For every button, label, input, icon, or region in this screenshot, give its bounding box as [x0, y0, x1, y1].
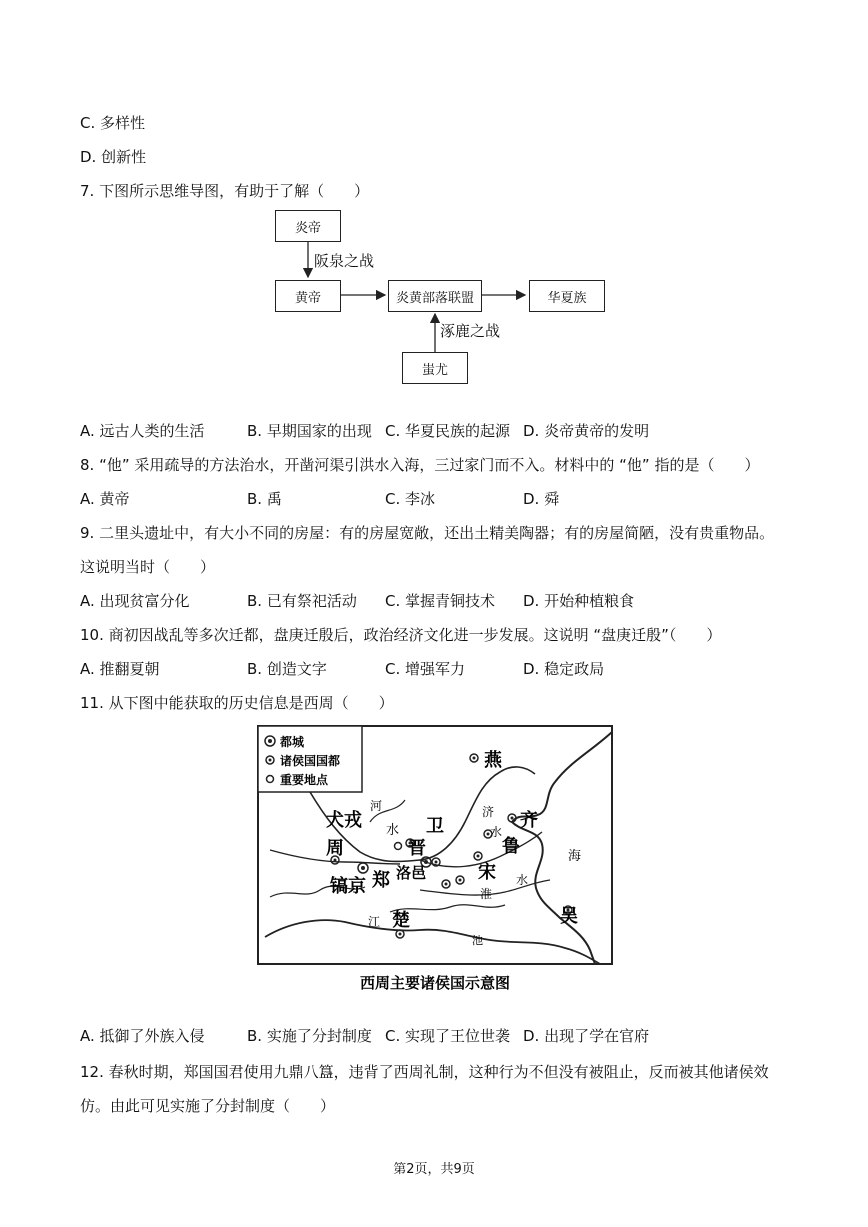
q10-option-b: B. 创造文字: [247, 660, 327, 678]
label-qi: 齐: [520, 810, 538, 831]
label-shui3: 水: [516, 873, 529, 887]
label-chu: 楚: [392, 910, 410, 931]
label-luoyi: 洛邑: [396, 864, 427, 882]
label-wei: 卫: [426, 816, 444, 837]
box-huaxia: 华夏族: [529, 280, 605, 312]
label-ji: 济: [482, 805, 495, 819]
option-d-innovation: D. 创新性: [80, 148, 147, 166]
q7-option-c: C. 华夏民族的起源: [385, 422, 511, 440]
q8-option-a: A. 黄帝: [80, 490, 130, 508]
legend-capital: 都城: [280, 735, 305, 749]
question-9-line-2: 这说明当时（ ）: [80, 558, 216, 576]
legend-site: 重要地点: [280, 773, 329, 787]
label-haojing: 镐京: [330, 876, 366, 897]
label-lu: 鲁: [502, 836, 520, 857]
q10-option-d: D. 稳定政局: [523, 660, 605, 678]
q8-option-c: C. 李冰: [385, 490, 436, 508]
q11-option-b: B. 实施了分封制度: [247, 1027, 372, 1045]
legend-vassal: 诸侯国国都: [280, 754, 341, 768]
q9-option-c: C. 掌握青铜技术: [385, 592, 496, 610]
label-huai: 淮: [480, 887, 493, 901]
label-yan: 燕: [484, 750, 502, 771]
map-caption: 西周主要诸侯国示意图: [359, 974, 511, 992]
label-wu: 吴: [560, 906, 578, 927]
q9-option-b: B. 已有祭祀活动: [247, 592, 357, 610]
box-chiyou: 蚩尤: [402, 352, 468, 384]
q10-option-a: A. 推翻夏朝: [80, 660, 160, 678]
option-c-diversity: C. 多样性: [80, 114, 146, 132]
q11-option-c: C. 实现了王位世袭: [385, 1027, 511, 1045]
western-zhou-map: [250, 722, 620, 1000]
q7-option-b: B. 早期国家的出现: [247, 422, 372, 440]
label-quanrong: 犬戎: [326, 810, 362, 831]
box-alliance: 炎黄部落联盟: [388, 280, 482, 312]
question-12-line-2: 仿。由此可见实施了分封制度（ ）: [80, 1097, 336, 1115]
q7-option-d: D. 炎帝黄帝的发明: [523, 422, 650, 440]
q9-option-d: D. 开始种植粮食: [523, 592, 635, 610]
label-jin: 晋: [408, 838, 426, 859]
label-sea: 海: [568, 849, 582, 864]
q11-option-d: D. 出现了学在官府: [523, 1027, 650, 1045]
q9-option-a: A. 出现贫富分化: [80, 592, 190, 610]
question-8: 8. “他” 采用疏导的方法治水，开凿河渠引洪水入海，三过家门而不入。材料中的 “他” 指的是（ ）: [80, 456, 760, 474]
q7-option-a: A. 远古人类的生活: [80, 422, 205, 440]
box-huangdi: 黄帝: [275, 280, 341, 312]
label-jiang: 江: [368, 915, 381, 929]
question-10: 10. 商初因战乱等多次迁都，盘庚迁殷后，政治经济文化进一步发展。这说明 “盘庚迁殷”（ ）: [80, 626, 722, 644]
label-zheng: 郑: [372, 870, 390, 891]
label-song: 宋: [478, 862, 496, 883]
label-banquan: 阪泉之战: [314, 252, 375, 270]
mind-map-arrows: [0, 0, 868, 400]
question-11: 11. 从下图中能获取的历史信息是西周（ ）: [80, 694, 394, 712]
label-zhou: 周: [326, 838, 344, 859]
question-9-line-1: 9. 二里头遗址中，有大小不同的房屋：有的房屋宽敞，还出土精美陶器；有的房屋简陋，没有贵重物品。: [80, 524, 775, 542]
q8-option-d: D. 舜: [523, 490, 560, 508]
q11-option-a: A. 抵御了外族入侵: [80, 1027, 205, 1045]
question-12-line-1: 12. 春秋时期，郑国国君使用九鼎八簋，违背了西周礼制，这种行为不但没有被阻止，反而被其他诸侯效: [80, 1063, 769, 1081]
box-yandi: 炎帝: [275, 210, 341, 242]
label-chi: 池: [472, 934, 483, 947]
label-zhuolu: 涿鹿之战: [440, 322, 501, 340]
label-he: 河: [370, 799, 383, 813]
label-shui2: 水: [490, 825, 503, 839]
q10-option-c: C. 增强军力: [385, 660, 466, 678]
question-7: 7. 下图所示思维导图，有助于了解（ ）: [80, 182, 370, 200]
page-footer: 第2页，共9页: [393, 1162, 475, 1177]
q8-option-b: B. 禹: [247, 490, 282, 508]
label-shui: 水: [386, 823, 400, 838]
